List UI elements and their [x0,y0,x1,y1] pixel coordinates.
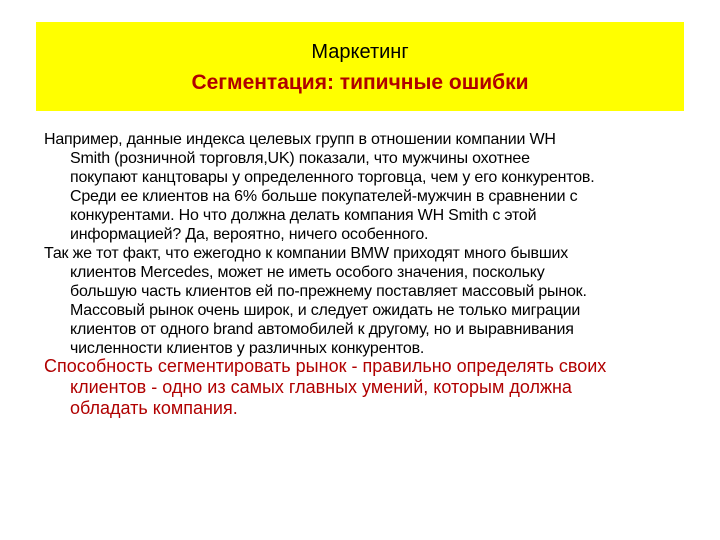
paragraph-bmw [44,244,694,358]
text-line: обладать компания. [70,398,238,418]
text-line: большую часть клиентов ей по-прежнему поставляет массовый рынок. [70,283,587,300]
text-line: численности клиентов у различных конкурентов. [70,340,425,357]
text-line: покупают канцтовары у определенного торговца, чем у его конкурентов. [70,169,595,186]
text-line: Массовый рынок очень широк, и следует ожидать не только миграции [70,302,581,319]
text-line: Например, данные индекса целевых групп в отношении компании WH [44,131,556,148]
text-line: Способность сегментировать рынок - правильно определять своих [44,356,607,376]
slide-title: Маркетинг [311,41,409,63]
paragraph-wh-smith [44,130,694,244]
text-line: Среди ее клиентов на 6% больше покупателей-мужчин в сравнении с [70,188,578,205]
text-line: клиентов - одно из самых главных умений, которым должна [70,377,572,397]
slide-subtitle: Сегментация: типичные ошибки [191,71,529,94]
conclusion-paragraph [44,356,694,419]
text-line: конкурентами. Но что должна делать компания WH Smith с этой [70,207,537,224]
text-line: Smith (розничной торговля,UK) показали, что мужчины охотнее [70,150,530,167]
text-line: информацией? Да, вероятно, ничего особенного. [70,226,429,243]
slide-header [36,22,684,111]
slide-body [44,130,694,358]
text-line: Так же тот факт, что ежегодно к компании BMW приходят много бывших [44,245,569,262]
text-line: клиентов от одного brand автомобилей к другому, но и выравнивания [70,321,574,338]
text-line: клиентов Mercedes, может не иметь особого значения, поскольку [70,264,545,281]
